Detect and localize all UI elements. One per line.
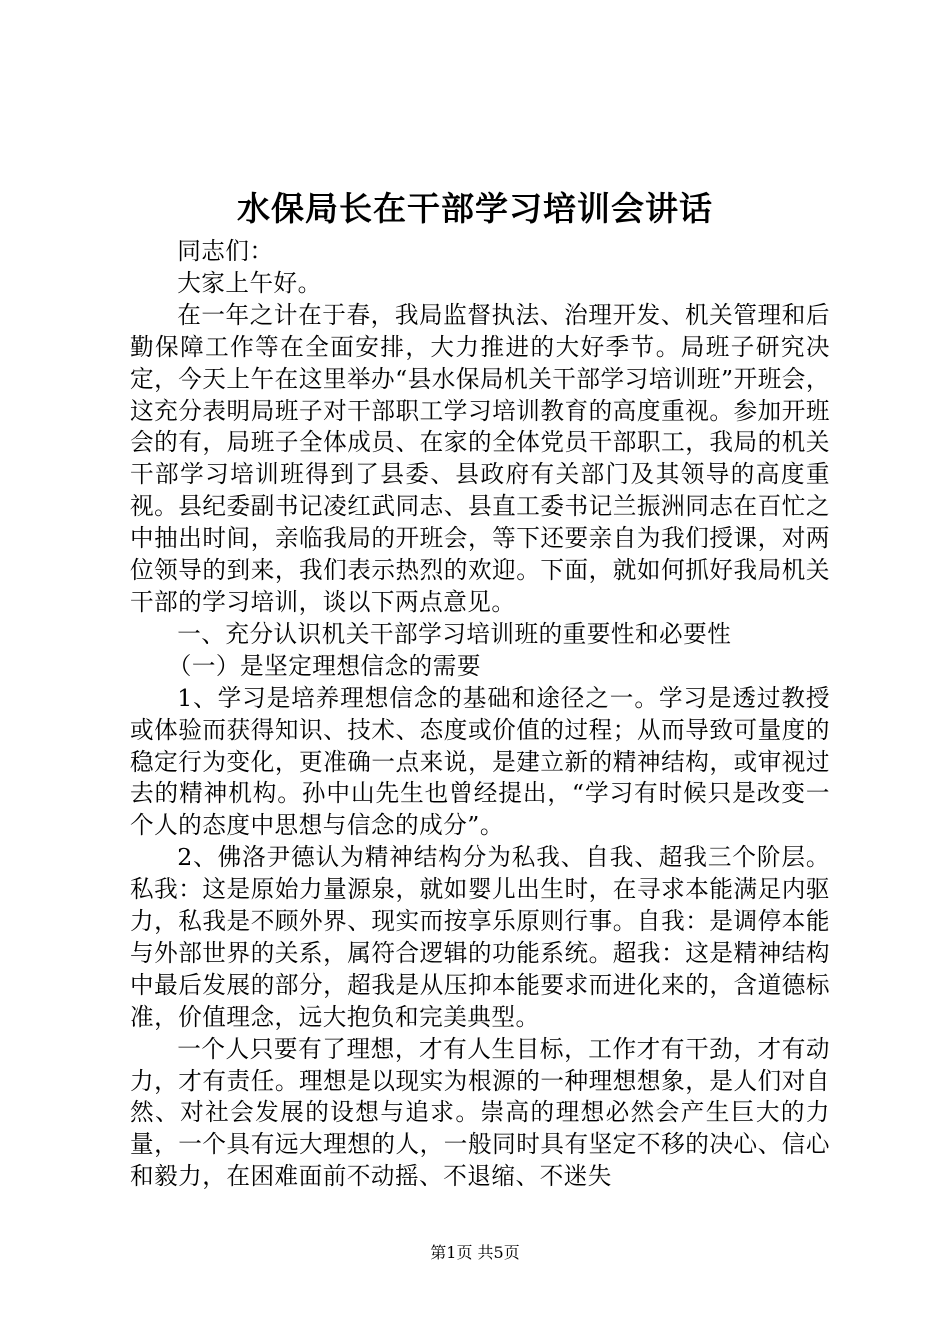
- document-body: [130, 236, 830, 1193]
- greeting-paragraph: 大家上午好。: [177, 268, 322, 297]
- section-heading-1: 一、充分认识机关干部学习培训班的重要性和必要性: [177, 619, 732, 648]
- body-paragraph-3: 一个人只要有了理想，才有人生目标，工作才有干劲，才有动力，才有责任。理想是以现实为根源的一种理想想象，是人们对自然、对社会发展的设想与追求。崇高的理想必然会产生巨大的力量，一个具有远大理想的人，一般同时具有坚定不移的决心、信心和毅力，在困难面前不动摇、不退缩、不迷失: [130, 1034, 830, 1191]
- document-title: 水保局长在干部学习培训会讲话: [237, 189, 713, 228]
- subsection-heading-1: （一）是坚定理想信念的需要: [167, 651, 481, 680]
- body-paragraph-1: 1、学习是培养理想信念的基础和途径之一。学习是透过教授或体验而获得知识、技术、态度或价值的过程；从而导致可量度的稳定行为变化，更准确一点来说，是建立新的精神结构，或审视过去的精神机构。孙中山先生也曾经提出，“学习有时候只是改变一个人的态度中思想与信念的成分”。: [130, 683, 830, 840]
- page-number-footer: 第1页 共5页: [430, 1243, 520, 1262]
- salutation-paragraph: 同志们：: [177, 237, 274, 265]
- intro-paragraph: 在一年之计在于春，我局监督执法、治理开发、机关管理和后勤保障工作等在全面安排，大力推进的大好季节。局班子研究决定，今天上午在这里举办“县水保局机关干部学习培训班”开班会，这充分表明局班子对干部职工学习培训教育的高度重视。参加开班会的有，局班子全体成员、在家的全体党员干部职工，我局的机关干部学习培训班得到了县委、县政府有关部门及其领导的高度重视。县纪委副书记凌红武同志、县直工委书记兰振洲同志在百忙之中抽出时间，亲临我局的开班会，等下还要亲自为我们授课，对两位领导的到来，我们表示热烈的欢迎。下面，就如何抓好我局机关干部的学习培训，谈以下两点意见。: [130, 300, 830, 616]
- body-paragraph-2: 2、佛洛尹德认为精神结构分为私我、自我、超我三个阶层。私我：这是原始力量源泉，就如婴儿出生时，在寻求本能满足内驱力，私我是不顾外界、现实而按享乐原则行事。自我：是调停本能与外部世界的关系，属符合逻辑的功能系统。超我：这是精神结构中最后发展的部分，超我是从压抑本能要求而进化来的，含道德标准，价值理念，远大抱负和完美典型。: [130, 843, 830, 1031]
